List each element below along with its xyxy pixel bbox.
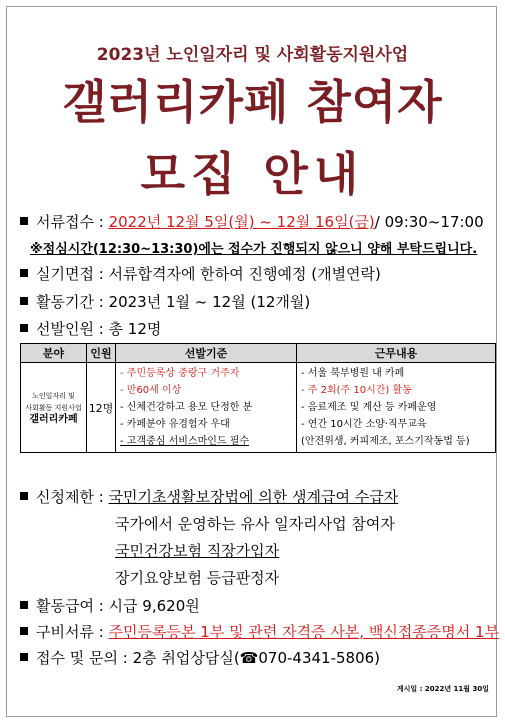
title-line-1: 갤러리카페 참여자 (62, 75, 443, 129)
required-label: 구비서류 : (36, 623, 109, 641)
posting-date: 게시일 : 2022년 11월 30일 (396, 685, 489, 693)
work-item: - 주 2회(주 10시간) 활동 (301, 385, 412, 396)
field-cell (21, 363, 87, 453)
pay-row (20, 595, 495, 616)
required-docs-row (20, 621, 500, 642)
docs-row (20, 211, 495, 232)
criteria-cell (116, 363, 297, 453)
work-item: (안전위생, 커피제조, 포스기작동법 등) (301, 436, 470, 447)
criteria-item: - 주민등록상 중랑구 거주자 (120, 368, 240, 379)
contact-text: 접수 및 문의 : 2층 취업상담실(☎070-4341-5806) (36, 649, 381, 667)
criteria-item: - 카페분야 유경험자 우대 (120, 419, 230, 430)
docs-hours: / 09:30~17:00 (374, 213, 484, 231)
header-criteria: 선발기준 (116, 344, 297, 363)
interview-row (20, 263, 495, 284)
docs-dates: 2022년 12월 5일(월) ~ 12월 16일(금) (108, 213, 375, 231)
table-row (21, 363, 496, 453)
field-small-text: 노인일자리 및 (32, 391, 75, 400)
restriction-item: 국민건강보험 직장가입자 (115, 542, 280, 560)
header-field: 분야 (21, 344, 87, 363)
program-subtitle: 2023년 노인일자리 및 사회활동지원사업 (96, 45, 409, 65)
interview-text: 실기면접 : 서류합격자에 한하여 진행예정 (개별연락) (36, 265, 381, 283)
bullet-square-icon (20, 492, 28, 500)
work-cell (297, 363, 496, 453)
restriction-item: 국민기초생활보장법에 의한 생계급여 수급자 (108, 488, 399, 506)
count-cell: 12명 (87, 363, 116, 453)
bullet-square-icon (20, 324, 28, 332)
field-name: 갤러리카페 (29, 413, 78, 425)
headcount-row (20, 318, 495, 339)
restrictions-row (20, 486, 495, 507)
work-item: - 음료제조 및 계산 등 카페운영 (301, 402, 437, 413)
selection-table (20, 343, 496, 453)
table-header-row (21, 344, 496, 363)
criteria-item: - 만60세 이상 (120, 385, 182, 396)
period-text: 활동기간 : 2023년 1월 ~ 12월 (12개월) (36, 293, 311, 311)
bullet-square-icon (20, 653, 28, 661)
lunch-notice: ※점심시간(12:30~13:30)에는 접수가 진행되지 않으니 양해 부탁드립니다. (30, 242, 478, 257)
pay-text: 활동급여 : 시급 9,620원 (36, 597, 200, 615)
header-work: 근무내용 (297, 344, 496, 363)
title-line-2: 모집 안내 (140, 147, 365, 201)
bullet-square-icon (20, 627, 28, 635)
field-small-text-2: 사회활동 지원사업 (25, 403, 82, 412)
header-count: 인원 (87, 344, 116, 363)
bullet-square-icon (20, 297, 28, 305)
headcount-text: 선발인원 : 총 12명 (36, 320, 162, 338)
work-item: - 연간 10시간 소양·직무교육 (301, 419, 427, 430)
bullet-square-icon (20, 217, 28, 225)
bullet-square-icon (20, 269, 28, 277)
criteria-item: - 고객중심 서비스마인드 필수 (120, 436, 250, 447)
required-value: 주민등록등본 1부 및 관련 자격증 사본, 백신접종증명서 1부 (108, 623, 500, 641)
criteria-item: - 신체건강하고 용모 단정한 분 (120, 402, 253, 413)
period-row (20, 291, 495, 312)
docs-label: 서류접수 : (36, 213, 109, 231)
contact-row (20, 647, 495, 668)
restriction-item: 국가에서 운영하는 유사 일자리사업 참여자 (115, 515, 395, 533)
bullet-square-icon (20, 601, 28, 609)
work-item: - 서울 북부병원 내 카페 (301, 368, 405, 379)
restrictions-label: 신청제한 : (36, 488, 109, 506)
restriction-item: 장기요양보험 등급판정자 (115, 569, 280, 587)
